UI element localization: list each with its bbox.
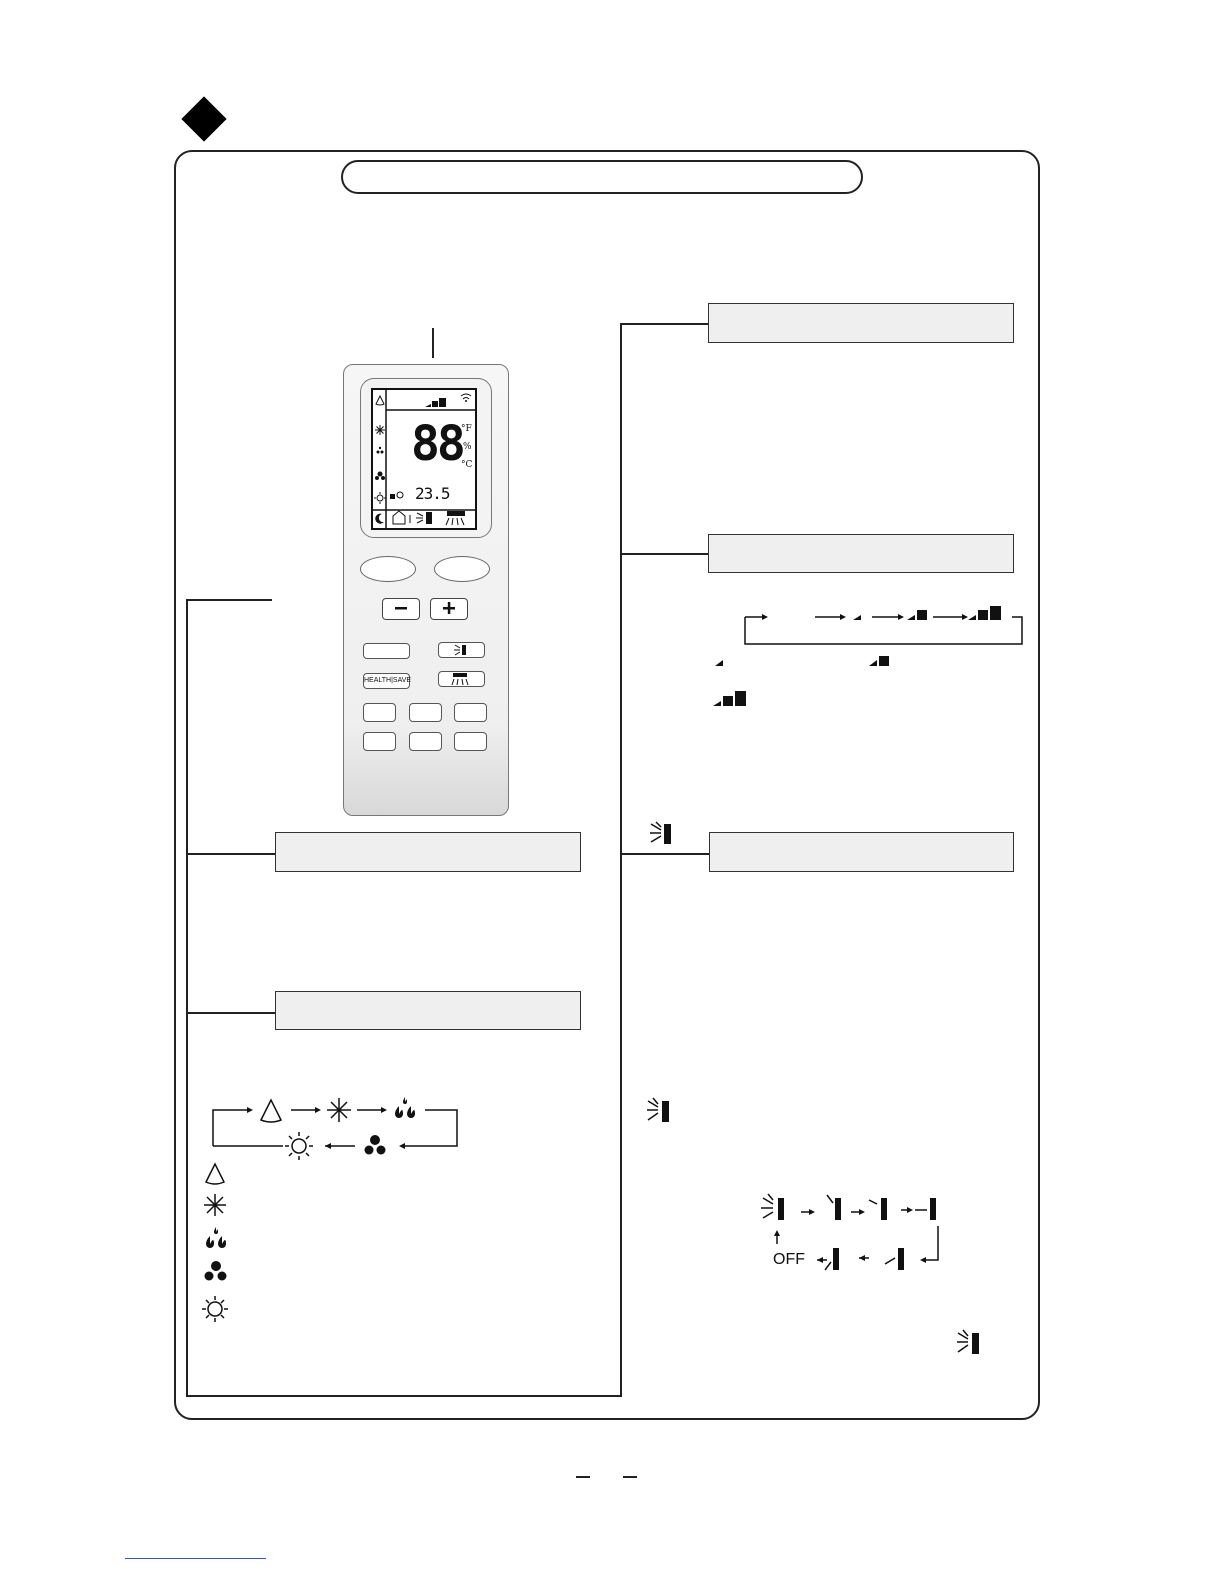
auto-mode-icon	[206, 1164, 224, 1184]
swing-button-icon	[439, 643, 483, 657]
right-bracket-vertical	[620, 323, 622, 1397]
remote-on-off-button[interactable]	[360, 556, 416, 582]
remote-lcd-display	[371, 388, 477, 530]
minus-icon	[384, 599, 418, 617]
page-number-dash-left	[576, 1476, 590, 1478]
callout-line-right-1	[620, 323, 709, 325]
swing-icon	[645, 1096, 673, 1126]
left-bracket-top	[186, 599, 272, 601]
lcd-temperature-digits: 88	[411, 416, 463, 472]
footer-rule	[125, 1558, 266, 1559]
swing-icon	[955, 1328, 983, 1358]
remote-button-row2-b[interactable]	[409, 732, 442, 751]
remote-temp-down-button[interactable]	[382, 598, 420, 620]
heading-box-on-off	[275, 832, 581, 872]
remote-button-row1-a[interactable]	[363, 703, 396, 722]
lcd-unit-fahrenheit: °F	[461, 424, 472, 434]
sun-icon	[202, 1296, 228, 1322]
left-bracket-vertical	[186, 599, 188, 1397]
water-drops-icon	[206, 1227, 226, 1248]
remote-air-direction-button[interactable]	[438, 671, 485, 687]
fan-icon	[205, 1261, 227, 1281]
callout-line-right-3	[622, 853, 709, 855]
left-bracket-bottom	[186, 1395, 622, 1397]
lcd-unit-percent: %	[463, 442, 472, 452]
remote-mode-button[interactable]	[434, 556, 490, 582]
heading-box-swing	[709, 832, 1014, 872]
swing-off-label: OFF	[773, 1251, 805, 1268]
heading-box-display	[708, 303, 1014, 343]
remote-button-row1-c[interactable]	[454, 703, 487, 722]
snowflake-icon	[204, 1194, 226, 1216]
swing-icon	[648, 820, 676, 848]
remote-fan-button[interactable]	[363, 643, 410, 659]
remote-button-row2-a[interactable]	[363, 732, 396, 751]
lcd-unit-celsius: °C	[461, 460, 473, 470]
fan-speed-cycle-diagram	[700, 600, 1030, 710]
heading-box-mode	[275, 991, 581, 1030]
callout-line-left-1	[188, 853, 276, 855]
page-number-dash-right	[623, 1476, 637, 1478]
section-bullet-diamond	[181, 96, 226, 141]
display-callout-line	[432, 328, 434, 358]
mode-cycle-diagram	[205, 1090, 475, 1160]
remote-swing-button[interactable]	[438, 642, 485, 658]
callout-line-right-2	[622, 553, 709, 555]
heading-box-fan-speed	[708, 534, 1014, 573]
section-title-pill	[341, 160, 863, 194]
plus-icon	[432, 599, 466, 617]
lcd-room-temperature: 23.5	[415, 484, 450, 503]
remote-temp-up-button[interactable]	[430, 598, 468, 620]
remote-button-row1-b[interactable]	[409, 703, 442, 722]
air-direction-button-icon	[439, 672, 483, 686]
mode-legend-icons	[202, 1160, 232, 1325]
callout-line-left-2	[188, 1012, 276, 1014]
remote-button-row2-c[interactable]	[454, 732, 487, 751]
remote-health-save-button[interactable]: HEALTH|SAVE	[363, 673, 410, 689]
